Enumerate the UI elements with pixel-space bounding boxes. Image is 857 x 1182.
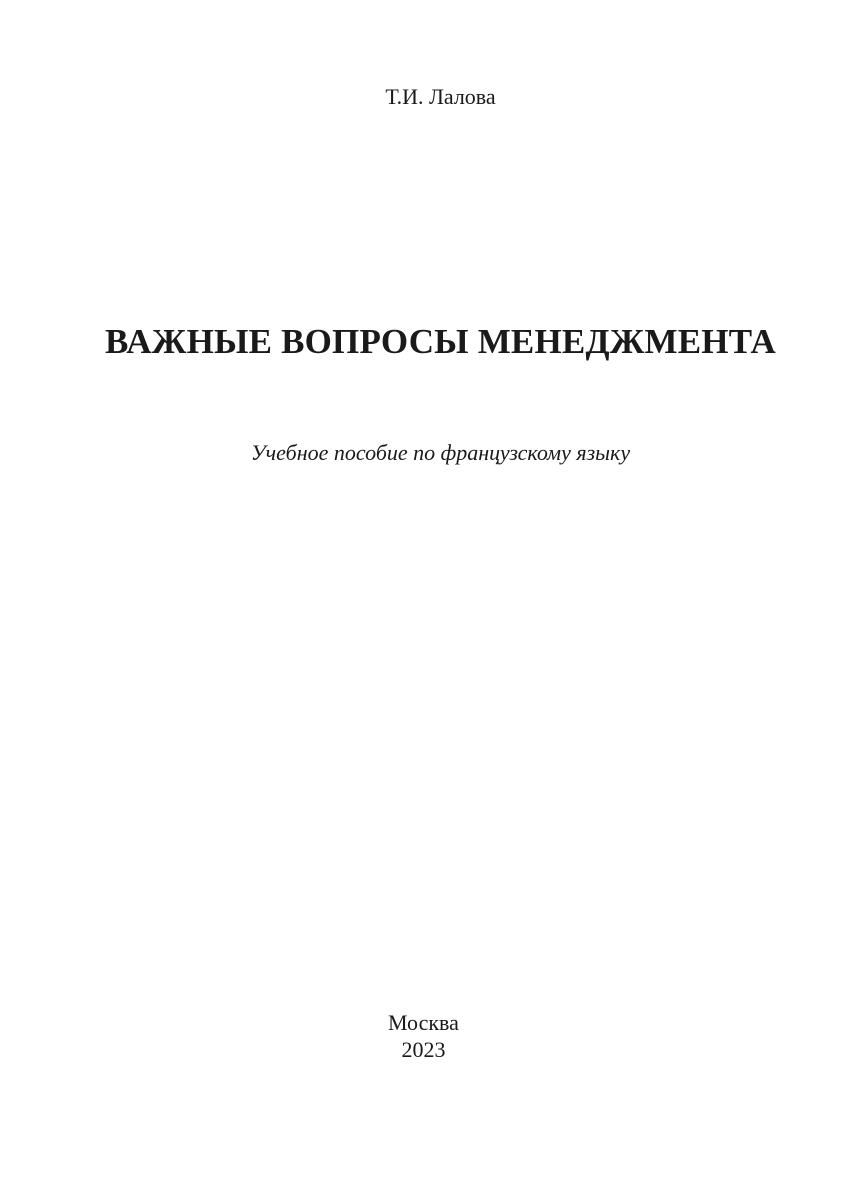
author-name: Т.И. Лалова bbox=[385, 84, 496, 109]
book-subtitle: Учебное пособие по французскому языку bbox=[250, 440, 631, 465]
publication-year: 2023 bbox=[401, 1037, 446, 1062]
publication-city: Москва bbox=[388, 1010, 459, 1035]
book-title: ВАЖНЫЕ ВОПРОСЫ МЕНЕДЖМЕНТА bbox=[104, 322, 777, 361]
